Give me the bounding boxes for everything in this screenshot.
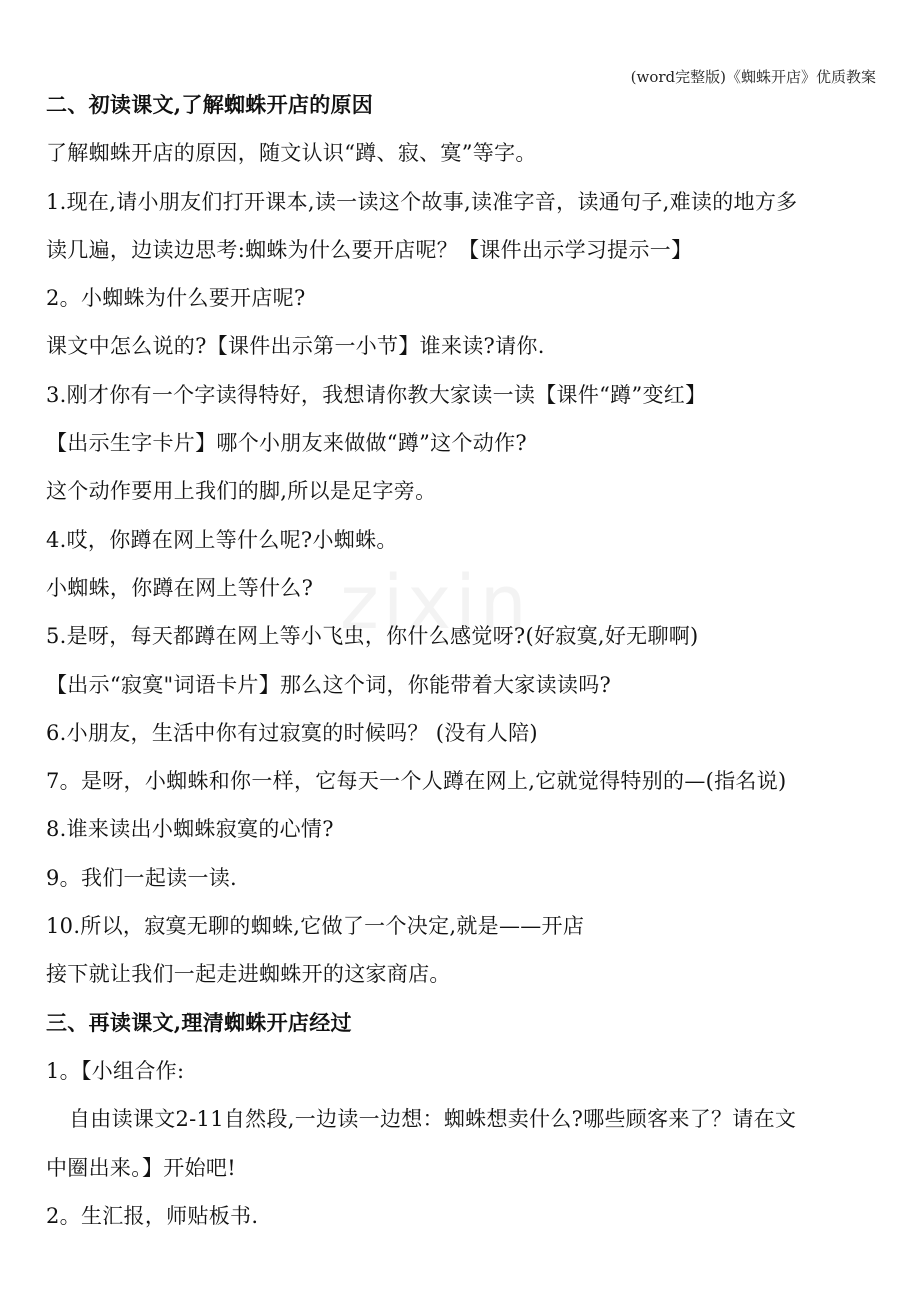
- text-line: 10.所以，寂寞无聊的蜘蛛,它做了一个决定,就是——开店: [46, 914, 585, 939]
- text-line: 6.小朋友，生活中你有过寂寞的时候吗？ (没有人陪): [46, 720, 538, 745]
- text-line: 接下就让我们一起走进蜘蛛开的这家商店。: [46, 962, 451, 987]
- section-heading: 三、再读课文,理清蜘蛛开店经过: [46, 1009, 352, 1035]
- text-line: 课文中怎么说的?【课件出示第一小节】谁来读?请你.: [46, 334, 545, 359]
- text-line: 了解蜘蛛开店的原因，随文认识“蹲、寂、寞”等字。: [46, 141, 537, 166]
- text-line: 这个动作要用上我们的脚,所以是足字旁。: [46, 479, 437, 504]
- text-line: 读几遍，边读边思考:蜘蛛为什么要开店呢？【课件出示学习提示一】: [46, 237, 693, 262]
- section-heading: 二、初读课文,了解蜘蛛开店的原因: [46, 92, 374, 117]
- watermark: zixin: [340, 560, 531, 646]
- text-line: 中圈出来。】开始吧!: [46, 1155, 236, 1180]
- text-line: 7。是呀，小蜘蛛和你一样，它每天一个人蹲在网上,它就觉得特别的—(指名说): [46, 769, 787, 794]
- document-header: (word完整版)《蜘蛛开店》优质教案: [630, 68, 876, 86]
- text-line: 自由读课文2-11自然段,一边读一边想：蜘蛛想卖什么?哪些顾客来了？请在文: [69, 1107, 797, 1132]
- text-line: 1.现在,请小朋友们打开课本,读一读这个故事,读准字音，读通句子,难读的地方多: [46, 189, 798, 214]
- document-body: [46, 93, 882, 1252]
- text-line: 小蜘蛛，你蹲在网上等什么?: [46, 575, 314, 600]
- text-line: 2。小蜘蛛为什么要开店呢?: [46, 286, 306, 311]
- text-line: 2。生汇报，师贴板书.: [46, 1203, 259, 1228]
- text-line: 4.哎，你蹲在网上等什么呢?小蜘蛛。: [46, 527, 398, 552]
- text-line: 8.谁来读出小蜘蛛寂寞的心情?: [46, 817, 334, 842]
- text-line: 1。【小组合作:: [46, 1058, 185, 1083]
- text-line: 9。我们一起读一读.: [46, 865, 238, 890]
- text-line: 5.是呀，每天都蹲在网上等小飞虫，你什么感觉呀?(好寂寞,好无聊啊): [46, 624, 699, 649]
- text-line: 【出示“寂寞"词语卡片】那么这个词，你能带着大家读读吗?: [46, 672, 612, 697]
- text-line: 3.刚才你有一个字读得特好，我想请你教大家读一读【课件“蹲”变红】: [46, 382, 707, 407]
- text-line: 【出示生字卡片】哪个小朋友来做做“蹲”这个动作?: [46, 431, 527, 456]
